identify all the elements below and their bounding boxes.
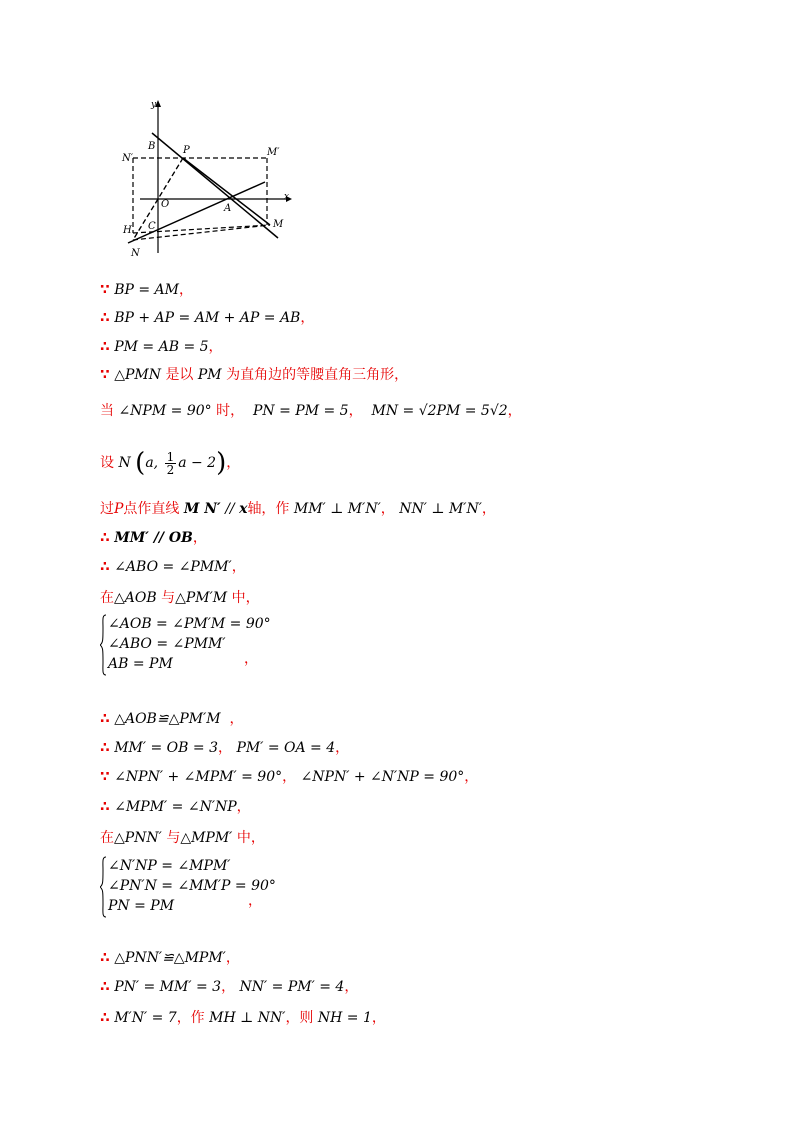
math-expression: △PNN′ — [114, 830, 162, 846]
label-h: H — [123, 225, 132, 236]
text: ， — [348, 403, 363, 419]
math-expression: M′N′ = 7 — [114, 1010, 177, 1026]
math-expression: NH = 1 — [317, 1010, 372, 1026]
therefore-symbol: ∴ — [100, 530, 110, 546]
label-a: A — [224, 203, 232, 214]
system-row: PN = PM — [108, 898, 175, 914]
punctuation: ， — [335, 740, 350, 756]
math-expression: N — [118, 455, 131, 471]
therefore-symbol: ∴ — [100, 1010, 110, 1026]
solution-line-3 — [100, 336, 223, 356]
text: 时， — [216, 403, 245, 419]
solution-line-17 — [100, 976, 358, 996]
solution-line-6 — [100, 448, 240, 478]
math-expression: ∠NPN′ + ∠MPM′ = 90° — [114, 769, 283, 785]
solution-line-10 — [100, 587, 260, 607]
system-row: ∠ABO = ∠PMM′ — [108, 636, 226, 652]
punctuation: ， — [208, 339, 223, 355]
punctuation: ， — [231, 559, 246, 575]
punctuation: ， — [218, 740, 232, 756]
text: 中， — [236, 830, 265, 846]
math-expression: ∠MPM′ = ∠N′NP — [114, 799, 237, 815]
system-row: AB = PM — [108, 656, 173, 672]
punctuation: ， — [344, 979, 359, 995]
math-expression: a − 2 — [178, 455, 217, 471]
math-expression: △PMN — [114, 367, 161, 383]
left-brace — [100, 856, 106, 918]
text: 设 — [100, 455, 114, 471]
math-expression: NN′ = PM′ = 4 — [239, 979, 345, 995]
fraction — [165, 451, 177, 476]
text: 在 — [100, 830, 114, 846]
solution-line-11 — [100, 708, 244, 728]
because-symbol: ∵ — [100, 282, 110, 298]
punctuation: ， — [244, 651, 258, 667]
label-x: x — [284, 192, 290, 202]
punctuation: ， — [225, 950, 240, 966]
label-m-prime: M′ — [267, 147, 280, 158]
solution-line-18 — [100, 1007, 386, 1027]
math-expression: BP = AM — [114, 282, 179, 298]
text: 在 — [100, 590, 114, 606]
solution-line-13 — [100, 766, 478, 786]
math-expression: x — [239, 501, 248, 517]
math-expression: △PM′M — [175, 590, 228, 606]
solution-line-4 — [100, 364, 408, 384]
math-expression: PM — [197, 367, 222, 383]
math-expression: ∠ABO = ∠PMM′ — [114, 559, 232, 575]
equation-system-2 — [100, 856, 400, 920]
right-paren: ) — [216, 448, 227, 478]
system-row: ∠PN′N = ∠MM′P = 90° — [108, 878, 276, 894]
math-expression: MM′ // OB — [114, 530, 193, 546]
math-expression: MH ⊥ NN′ — [209, 1010, 286, 1026]
text: ， — [371, 1010, 386, 1026]
line-ab — [152, 133, 278, 238]
denominator: 2 — [166, 462, 175, 477]
math-expression: M N′ — [183, 501, 221, 517]
label-o: O — [161, 199, 170, 210]
solution-line-5 — [100, 400, 522, 420]
therefore-symbol: ∴ — [100, 950, 110, 966]
math-expression: △AOB — [114, 590, 157, 606]
punctuation: ， — [464, 769, 479, 785]
segment-pm — [183, 158, 270, 225]
math-expression: MM′ = OB = 3 — [114, 740, 218, 756]
math-expression: PN′ = MM′ = 3 — [114, 979, 222, 995]
system-row: ∠N′NP = ∠MPM′ — [108, 858, 231, 874]
text: ，则 — [285, 1010, 314, 1026]
because-symbol: ∵ — [100, 367, 110, 383]
punctuation: ， — [282, 769, 297, 785]
math-expression: PN = PM = 5 — [253, 403, 349, 419]
text: 为直角边的等腰直角三角形， — [226, 367, 409, 383]
solution-line-2 — [100, 307, 314, 327]
punctuation: ， — [248, 893, 262, 909]
left-brace — [100, 614, 106, 676]
math-expression: a, — [145, 455, 159, 471]
solution-line-12 — [100, 737, 349, 757]
label-m: M — [273, 219, 284, 230]
text: 点作直线 — [123, 501, 180, 517]
punctuation: ， — [300, 310, 315, 326]
math-expression: BP + AP = AM + AP = AB — [114, 310, 301, 326]
solution-line-1 — [100, 279, 193, 299]
text: 是以 — [165, 367, 194, 383]
label-n-prime: N′ — [122, 153, 134, 164]
math-expression: ∠NPM = 90° — [118, 403, 212, 419]
text: 与 — [166, 830, 181, 846]
punctuation: ， — [221, 979, 236, 995]
label-y: y — [151, 100, 157, 110]
punctuation: ， — [192, 530, 207, 546]
text: 当 — [100, 403, 114, 419]
therefore-symbol: ∴ — [100, 799, 110, 815]
math-expression: NN′ ⊥ M′N′ — [399, 501, 482, 517]
because-symbol: ∵ — [100, 769, 110, 785]
punctuation: ， — [179, 282, 193, 298]
math-expression: P — [114, 501, 124, 517]
therefore-symbol: ∴ — [100, 339, 110, 355]
therefore-symbol: ∴ — [100, 310, 110, 326]
text: ， — [507, 403, 522, 419]
text: ， — [380, 501, 395, 517]
text: ， — [481, 501, 496, 517]
label-b: B — [148, 141, 156, 152]
punctuation: ， — [236, 799, 251, 815]
math-expression: MM′ ⊥ M′N′ — [293, 501, 381, 517]
math-expression: △PNN′≌△MPM′ — [114, 950, 226, 966]
system-row: ∠AOB = ∠PM′M = 90° — [108, 616, 271, 632]
text: 轴，作 — [247, 501, 290, 517]
math-expression: PM = AB = 5 — [114, 339, 209, 355]
math-expression: MN = √2PM = 5√2 — [371, 403, 508, 419]
text: ， — [226, 455, 241, 471]
parallel-symbol: // — [225, 501, 235, 517]
solution-line-14 — [100, 796, 251, 816]
math-expression: ∠NPN′ + ∠N′NP = 90° — [300, 769, 465, 785]
therefore-symbol: ∴ — [100, 979, 110, 995]
label-n: N — [131, 248, 140, 259]
therefore-symbol: ∴ — [100, 740, 110, 756]
text: 过 — [100, 501, 114, 517]
math-expression: △MPM′ — [180, 830, 233, 846]
left-paren: ( — [135, 448, 146, 478]
label-p: P — [183, 145, 190, 156]
text: 与 — [161, 590, 176, 606]
math-expression: PM′ = OA = 4 — [236, 740, 336, 756]
line-nc — [128, 182, 265, 243]
geometry-figure — [110, 95, 300, 265]
label-c: C — [148, 221, 156, 232]
therefore-symbol: ∴ — [100, 559, 110, 575]
numerator: 1 — [166, 449, 175, 464]
solution-line-7 — [100, 498, 496, 518]
equation-system-1 — [100, 614, 400, 678]
solution-line-9 — [100, 556, 246, 576]
therefore-symbol: ∴ — [100, 711, 110, 727]
text: ，作 — [176, 1010, 205, 1026]
text: 中， — [231, 590, 260, 606]
math-expression: △AOB≌△PM′M — [114, 711, 221, 727]
solution-line-8 — [100, 527, 207, 547]
solution-line-16 — [100, 947, 240, 967]
punctuation: ， — [229, 711, 244, 727]
solution-line-15 — [100, 827, 265, 847]
